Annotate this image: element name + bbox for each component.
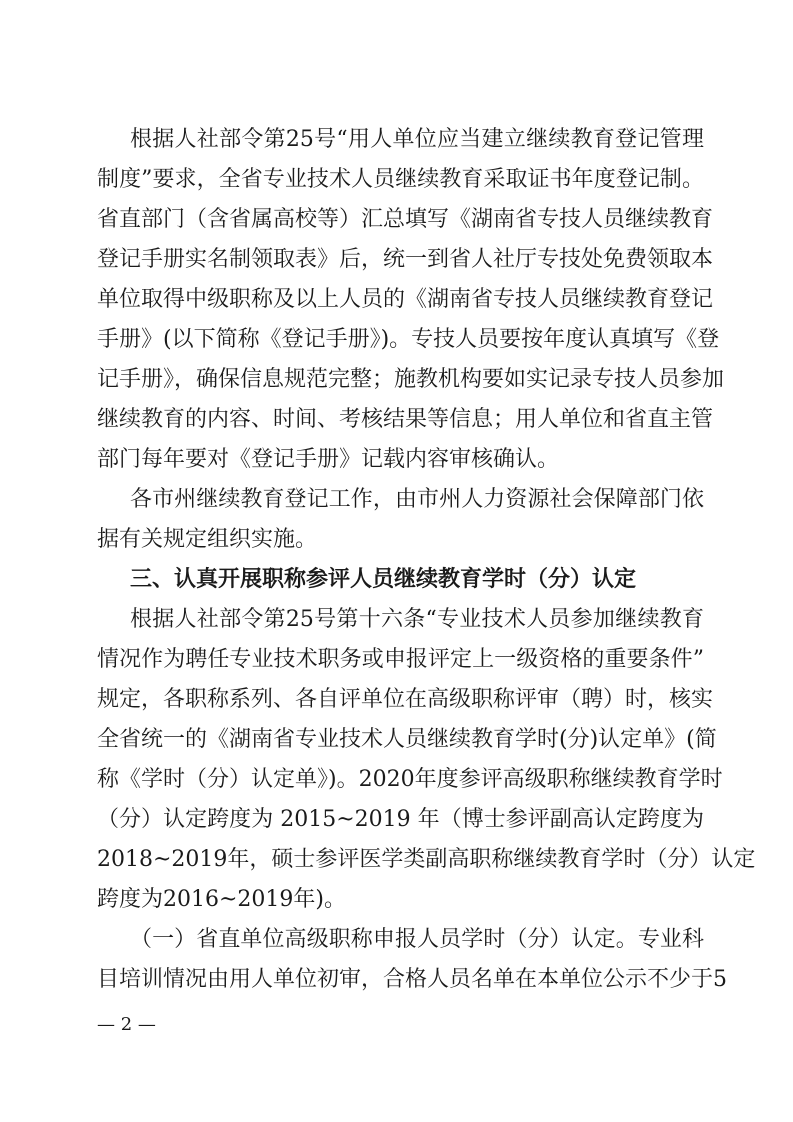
section-heading: 三、认真开展职称参评人员继续教育学时（分）认定 <box>130 567 637 592</box>
paragraph-line: （分）认定跨度为 2015~2019 年（博士参评副高认定跨度为 <box>97 807 704 832</box>
paragraph-line: 省直部门（含省属高校等）汇总填写《湖南省专技人员继续教育 <box>97 207 714 232</box>
paragraph-line: 记手册》，确保信息规范完整；施教机构要如实记录专技人员参加 <box>97 367 725 392</box>
paragraph-line: 目培训情况由用人单位初审，合格人员名单在本单位公示不少于5 <box>97 967 727 992</box>
paragraph-line: 规定，各职称系列、各自评单位在高级职称评审（聘）时，核实 <box>97 687 714 712</box>
paragraph-line: 根据人社部令第25号第十六条“专业技术人员参加继续教育 <box>130 607 704 632</box>
paragraph-line: 单位取得中级职称及以上人员的《湖南省专技人员继续教育登记 <box>97 287 714 312</box>
paragraph-line: 称《学时（分）认定单》)。2020年度参评高级职称继续教育学时 <box>97 767 723 792</box>
paragraph-line: 制度”要求，全省专业技术人员继续教育采取证书年度登记制。 <box>97 167 704 192</box>
paragraph-line: 继续教育的内容、时间、考核结果等信息；用人单位和省直主管 <box>97 407 714 432</box>
paragraph-line: 根据人社部令第25号“用人单位应当建立继续教育登记管理 <box>130 127 704 152</box>
paragraph-line: 全省统一的《湖南省专业技术人员继续教育学时(分)认定单》(简 <box>97 727 717 752</box>
paragraph-line: 2018~2019年，硕士参评医学类副高职称继续教育学时（分）认定 <box>97 847 756 872</box>
page-number: — 2 — <box>97 1014 156 1035</box>
paragraph-line: 各市州继续教育登记工作，由市州人力资源社会保障部门依 <box>130 487 704 512</box>
paragraph-line: （一）省直单位高级职称申报人员学时（分）认定。专业科 <box>130 927 704 952</box>
paragraph-line: 部门每年要对《登记手册》记载内容审核确认。 <box>97 447 560 472</box>
paragraph-line: 据有关规定组织实施。 <box>97 527 318 552</box>
document-body <box>97 120 756 1000</box>
paragraph-line: 跨度为2016~2019年)。 <box>97 887 346 912</box>
paragraph-line: 情况作为聘任专业技术职务或申报评定上一级资格的重要条件” <box>97 647 704 672</box>
paragraph-line: 登记手册实名制领取表》后，统一到省人社厅专技处免费领取本 <box>97 247 714 272</box>
paragraph-line: 手册》(以下简称《登记手册》)。专技人员要按年度认真填写《登 <box>97 327 720 352</box>
